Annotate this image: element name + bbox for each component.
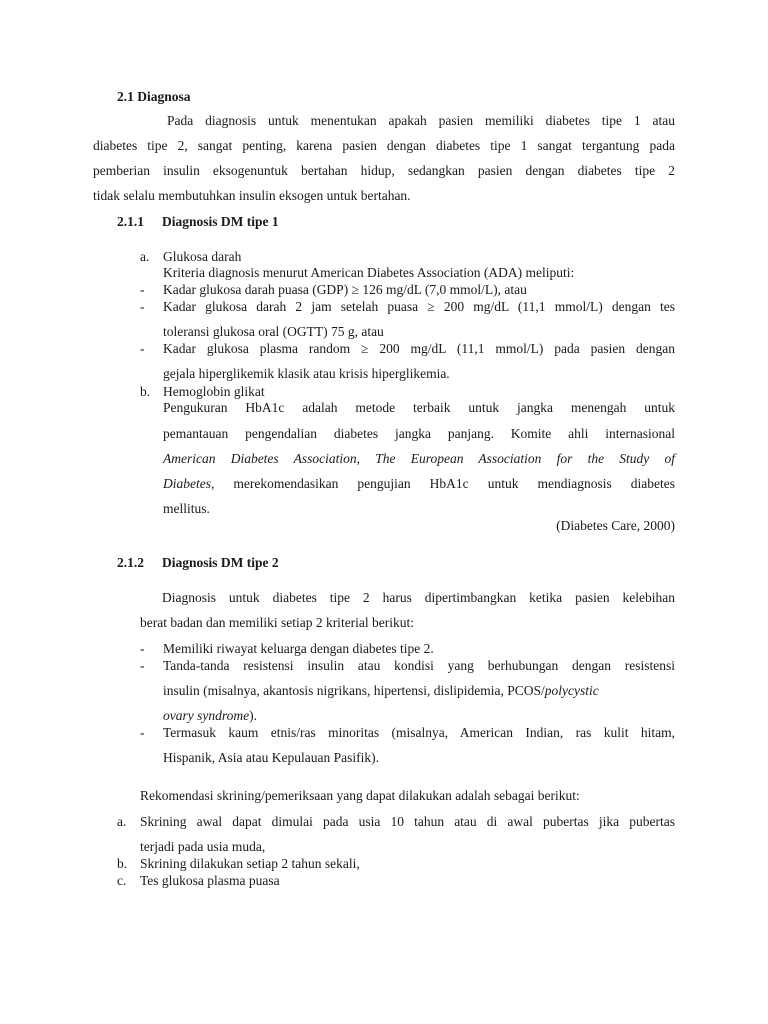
criteria-item-cont: gejala hiperglikemik klasik atau krisis hiperglikemia. (163, 366, 450, 381)
sub2-intro-line-2: berat badan dan memiliki setiap 2 kriterial berikut: (140, 615, 415, 630)
sub1-title: Diagnosis DM tipe 1 (162, 214, 279, 229)
criteria-item: Kadar glukosa darah puasa (GDP) ≥ 126 mg/dL (7,0 mmol/L), atau (163, 282, 527, 297)
citation: (Diabetes Care, 2000) (556, 518, 675, 533)
hba1c-line-4: Diabetes, merekomendasikan pengujian HbA1c untuk mendiagnosis diabetes (163, 476, 675, 491)
dash-marker: - (140, 341, 145, 356)
criteria-item: Kadar glukosa plasma random ≥ 200 mg/dL (11,1 mmol/L) pada pasien dengan (163, 341, 675, 356)
dash-marker: - (140, 725, 145, 740)
dash-marker: - (140, 299, 145, 314)
sub1-number: 2.1.1 (117, 214, 144, 229)
easd-name: The European Association for the Study of (375, 451, 675, 466)
rec-marker-a: a. (117, 814, 127, 829)
glukosa-title: Glukosa darah (163, 249, 242, 264)
risk-item-cont: insulin (misalnya, akantosis nigrikans, hipertensi, dislipidemia, PCOS/polycystic (163, 683, 599, 698)
intro-line-1: Pada diagnosis untuk menentukan apakah pasien memiliki diabetes tipe 1 atau (167, 113, 675, 128)
ada-criteria-intro: Kriteria diagnosis menurut American Diabetes Association (ADA) meliputi: (163, 265, 575, 280)
sub2-title: Diagnosis DM tipe 2 (162, 555, 279, 570)
hba1c-line-1: Pengukuran HbA1c adalah metode terbaik untuk jangka menengah untuk (163, 400, 675, 415)
intro-line-3: pemberian insulin eksogenuntuk bertahan hidup, sedangkan pasien dengan diabetes tipe 2 (93, 163, 675, 178)
dash-marker: - (140, 658, 145, 673)
hba1c-line-3: American Diabetes Association, The European Association for the Study of (163, 451, 675, 466)
rec-marker-c: c. (117, 873, 127, 888)
intro-line-2: diabetes tipe 2, sangat penting, karena pasien dengan diabetes tipe 1 sangat tergantung pada (93, 138, 675, 153)
sub2-number: 2.1.2 (117, 555, 144, 570)
hba1c-line-5: mellitus. (163, 501, 210, 516)
rec-marker-b: b. (117, 856, 128, 871)
criteria-item: Kadar glukosa darah 2 jam setelah puasa ≥ 200 mg/dL (11,1 mmol/L) dengan tes (163, 299, 675, 314)
dash-marker: - (140, 282, 145, 297)
sub2-intro-line-1: Diagnosis untuk diabetes tipe 2 harus dipertimbangkan ketika pasien kelebihan (162, 590, 675, 605)
rec-item: Skrining dilakukan setiap 2 tahun sekali, (140, 856, 360, 871)
risk-item-cont: ovary syndrome). (163, 708, 257, 723)
risk-item: Termasuk kaum etnis/ras minoritas (misalnya, American Indian, ras kulit hitam, (163, 725, 675, 740)
list-marker-a: a. (140, 249, 150, 264)
rec-item-cont: terjadi pada usia muda, (140, 839, 266, 854)
dash-marker: - (140, 641, 145, 656)
risk-item-cont: Hispanik, Asia atau Kepulauan Pasifik). (163, 750, 379, 765)
criteria-item-cont: toleransi glukosa oral (OGTT) 75 g, atau (163, 324, 384, 339)
rec-item: Tes glukosa plasma puasa (140, 873, 280, 888)
risk-item: Tanda-tanda resistensi insulin atau kondisi yang berhubungan dengan resistensi (163, 658, 675, 673)
intro-line-4: tidak selalu membutuhkan insulin eksogen untuk bertahan. (93, 188, 411, 203)
risk-item: Memiliki riwayat keluarga dengan diabetes tipe 2. (163, 641, 434, 656)
hba1c-line-2: pemantauan pengendalian diabetes jangka panjang. Komite ahli internasional (163, 426, 675, 441)
recommendation-intro: Rekomendasi skrining/pemeriksaan yang dapat dilakukan adalah sebagai berikut: (140, 788, 580, 803)
ada-name: American Diabetes Association (163, 451, 357, 466)
hemoglobin-title: Hemoglobin glikat (163, 384, 265, 399)
rec-item: Skrining awal dapat dimulai pada usia 10 tahun atau di awal pubertas jika pubertas (140, 814, 675, 829)
section-title: 2.1 Diagnosa (117, 89, 191, 104)
list-marker-b: b. (140, 384, 151, 399)
